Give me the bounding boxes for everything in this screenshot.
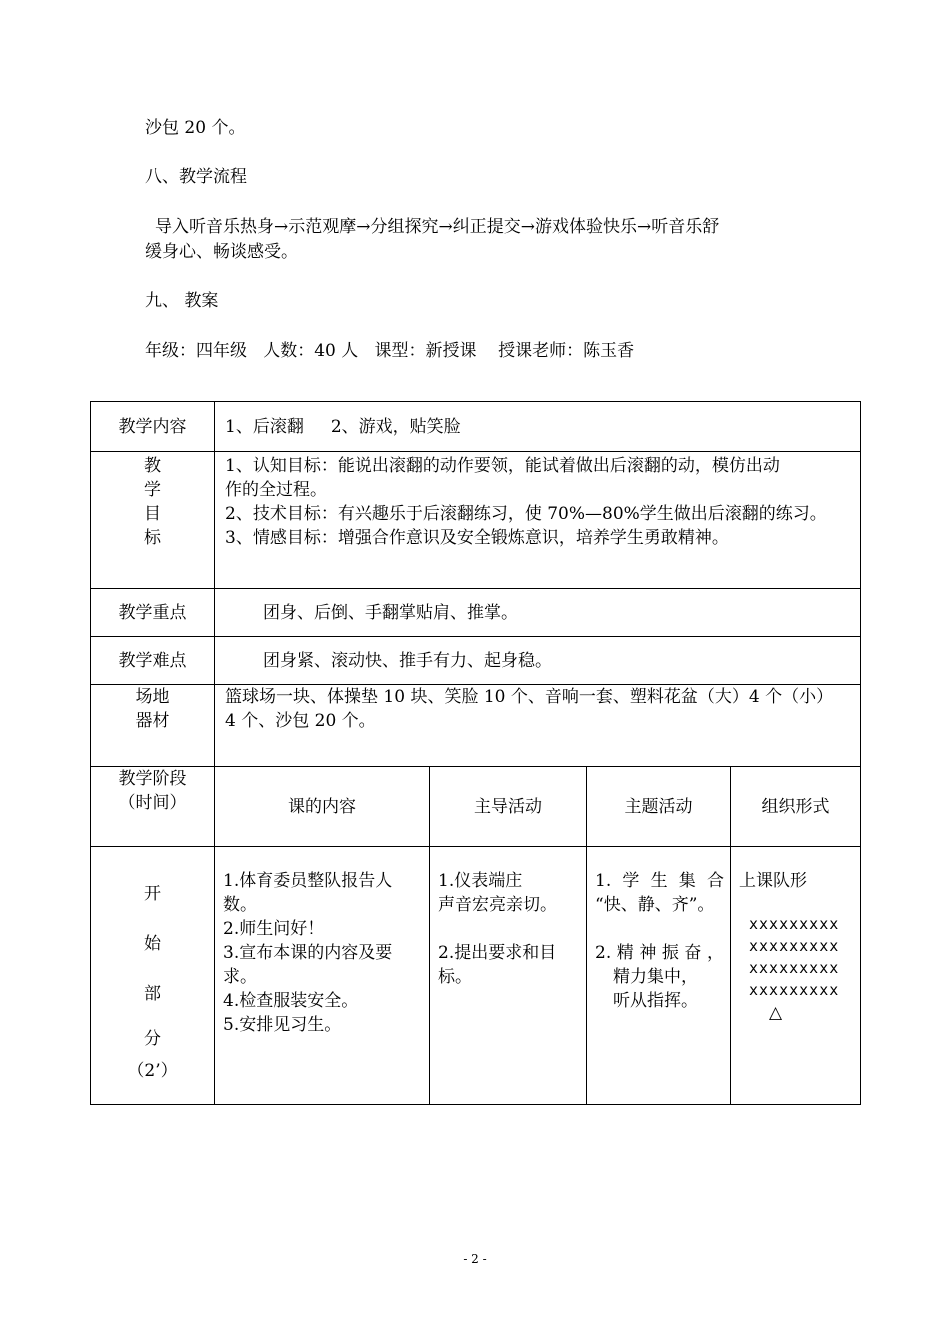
venue-label-line: 器材	[135, 711, 170, 731]
teacher-triangle-icon: △	[769, 1003, 783, 1023]
page-number: - 2 -	[463, 1252, 487, 1266]
venue-label	[91, 685, 215, 767]
difficulty-row	[91, 637, 861, 685]
leading-item: 声音宏亮亲切。	[438, 895, 557, 915]
theme-activity-cell	[587, 847, 731, 1105]
lesson-item: 2.师生问好！	[223, 919, 325, 939]
lesson-item: 5.安排见习生。	[223, 1015, 342, 1035]
difficulty-label: 教学难点	[91, 637, 215, 685]
stage-char: 开	[144, 884, 161, 904]
goals-label-char: 目	[144, 504, 161, 524]
theme-item: “快、静、齐”。	[595, 895, 715, 915]
goal-line: 1、认知目标：能说出滚翻的动作要领，能试着做出后滚翻的动，模仿出动	[225, 456, 780, 476]
goals-value	[215, 452, 861, 589]
organization-cell	[731, 847, 861, 1105]
key-points-row	[91, 589, 861, 637]
header-stage	[91, 767, 215, 847]
header-stage-line: 教学阶段	[118, 769, 187, 789]
leading-item: 标。	[438, 967, 472, 987]
intro-line: 沙包 20 个。	[145, 118, 246, 138]
section-9-title: 九、 教案	[145, 291, 219, 311]
lesson-plan-table	[90, 401, 861, 1105]
key-points-value: 团身、后倒、手翻掌贴肩、推掌。	[215, 589, 861, 637]
leading-item: 1.仪表端庄	[438, 871, 523, 891]
venue-row	[91, 685, 861, 767]
formation-row: xxxxxxxxx	[749, 915, 840, 933]
section-8-title: 八、教学流程	[145, 167, 247, 187]
goals-label-char: 教	[144, 456, 161, 476]
key-points-label: 教学重点	[91, 589, 215, 637]
stage-char: 始	[144, 934, 161, 954]
stage-char: 部	[144, 984, 161, 1004]
header-leading: 主导活动	[430, 767, 587, 847]
goals-row	[91, 452, 861, 589]
header-stage-line: （时间）	[118, 793, 187, 813]
theme-item: 精力集中，	[613, 967, 698, 987]
lesson-item: 求。	[223, 967, 257, 987]
content-label: 教学内容	[91, 402, 215, 452]
lesson-item: 1.体育委员整队报告人	[223, 871, 393, 891]
stage-cell	[91, 847, 215, 1105]
venue-label-line: 场地	[135, 687, 170, 707]
header-content: 课的内容	[215, 767, 430, 847]
lesson-item: 3.宣布本课的内容及要	[223, 943, 393, 963]
stage-char: 分	[144, 1029, 161, 1049]
stage-time: （2’）	[127, 1061, 178, 1081]
opening-part-row	[91, 847, 861, 1105]
content-value: 1、后滚翻 2、游戏，贴笑脸	[215, 402, 861, 452]
lesson-content-cell	[215, 847, 430, 1105]
venue-line: 篮球场一块、体操垫 10 块、笑脸 10 个、音响一套、塑料花盆（大）4 个（小）	[225, 687, 834, 707]
venue-value	[215, 685, 861, 767]
theme-item: 1.学生集合	[595, 871, 724, 891]
difficulty-value: 团身紧、滚动快、推手有力、起身稳。	[215, 637, 861, 685]
goals-label-char: 学	[144, 480, 161, 500]
leading-item: 2.提出要求和目	[438, 943, 557, 963]
goal-line: 2、技术目标：有兴趣乐于后滚翻练习，使 70%—80%学生做出后滚翻的练习。	[225, 504, 827, 524]
stage-header-row	[91, 767, 861, 847]
formation-title: 上课队形	[739, 871, 807, 891]
goal-line: 3、情感目标：增强合作意识及安全锻炼意识，培养学生勇敢精神。	[225, 528, 729, 548]
venue-line: 4 个、沙包 20 个。	[225, 711, 376, 731]
header-organization: 组织形式	[731, 767, 861, 847]
content-row	[91, 402, 861, 452]
formation-row: xxxxxxxxx	[749, 981, 840, 999]
goals-label	[91, 452, 215, 589]
theme-item: 2.精神振奋，	[595, 943, 724, 963]
formation-row: xxxxxxxxx	[749, 937, 840, 955]
lesson-info: 年级：四年级 人数：40 人 课型：新授课 授课老师：陈玉香	[145, 341, 635, 361]
flow-line-1: 导入听音乐热身→示范观摩→分组探究→纠正提交→游戏体验快乐→听音乐舒	[155, 217, 720, 237]
header-theme: 主题活动	[587, 767, 731, 847]
goal-line: 作的全过程。	[225, 480, 327, 500]
leading-activity-cell	[430, 847, 587, 1105]
theme-item: 听从指挥。	[613, 991, 698, 1011]
goals-label-char: 标	[144, 528, 161, 548]
lesson-item: 数。	[223, 895, 257, 915]
formation-row: xxxxxxxxx	[749, 959, 840, 977]
lesson-item: 4.检查服装安全。	[223, 991, 359, 1011]
flow-line-2: 缓身心、畅谈感受。	[145, 242, 298, 262]
